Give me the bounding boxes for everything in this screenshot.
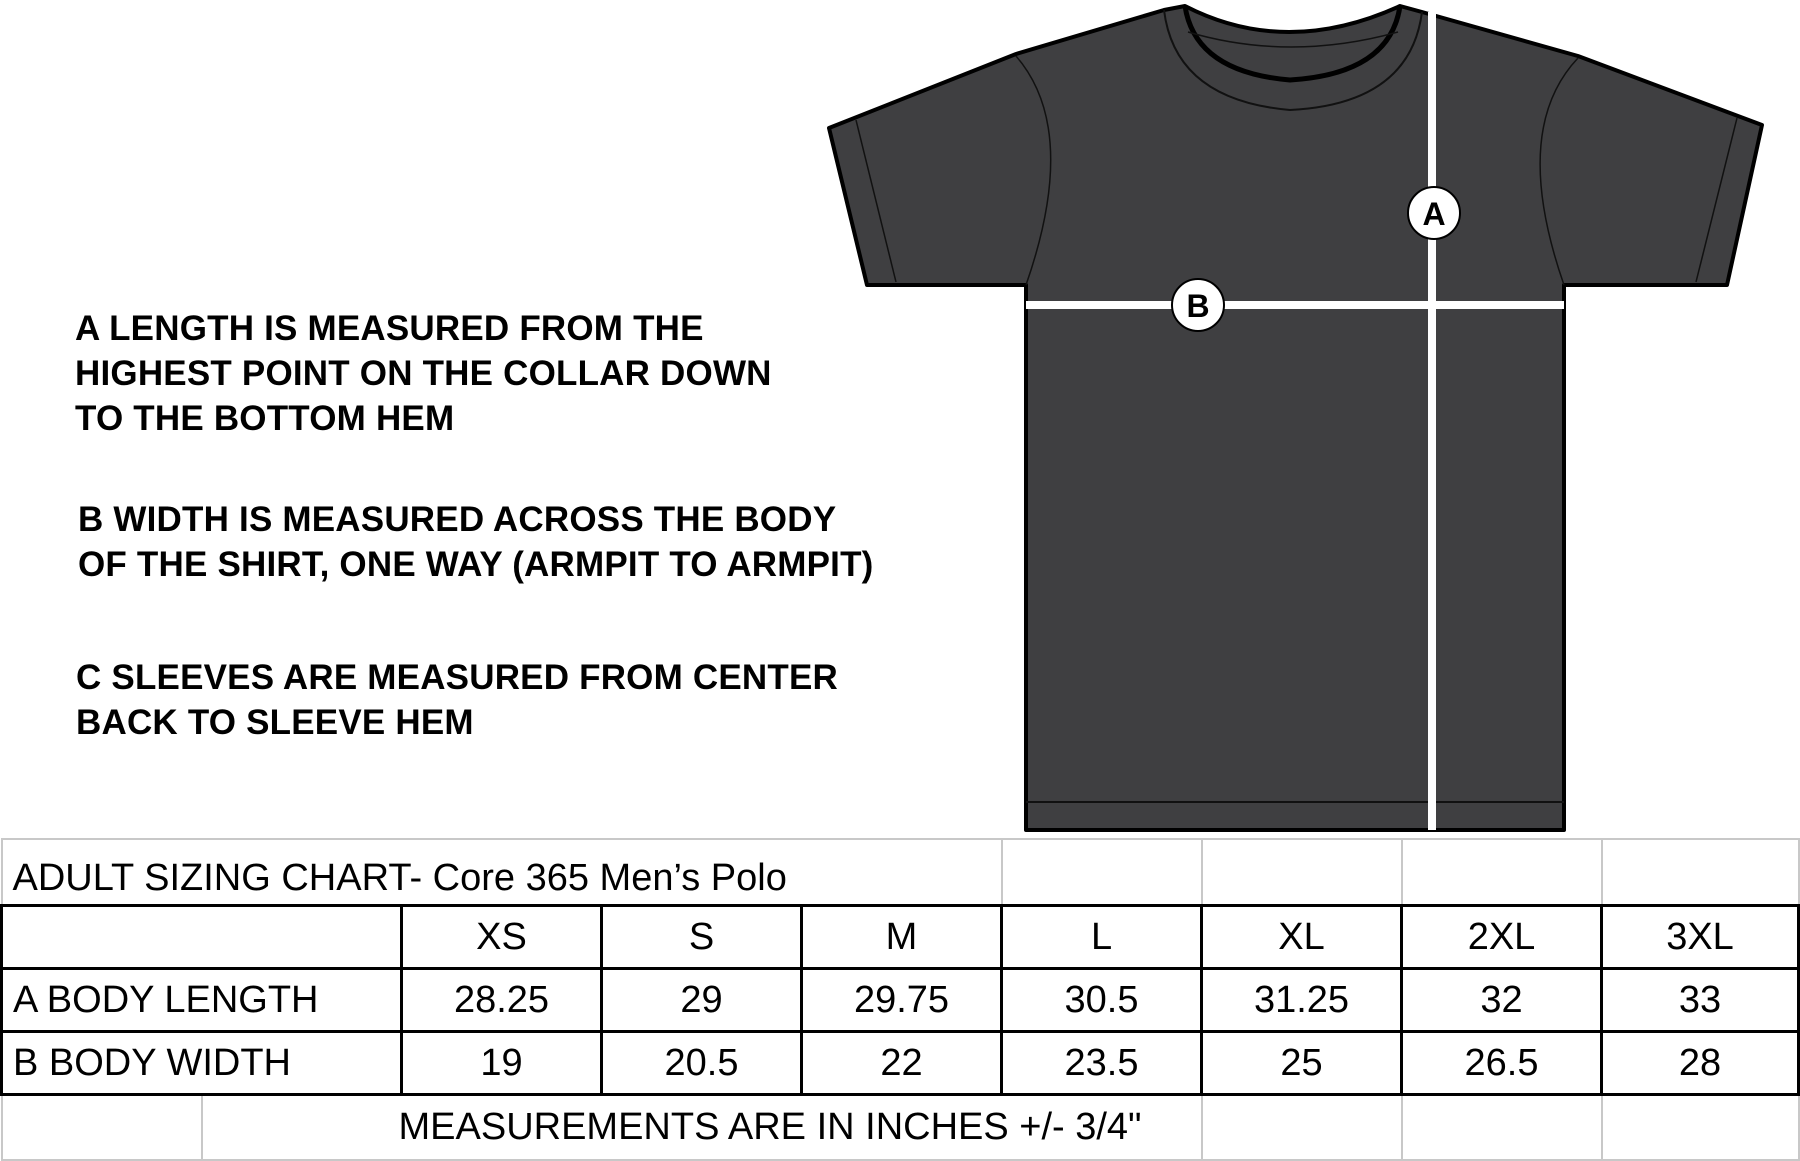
footnote-row bbox=[2, 1095, 1799, 1161]
empty-cell bbox=[1402, 1095, 1602, 1161]
measurement-cell: 29 bbox=[602, 969, 802, 1032]
sizing-chart-table bbox=[0, 838, 1800, 1161]
size-header: M bbox=[802, 906, 1002, 969]
measurement-cell: 28 bbox=[1602, 1032, 1799, 1095]
measurement-cell: 33 bbox=[1602, 969, 1799, 1032]
measurement-cell: 28.25 bbox=[402, 969, 602, 1032]
measurement-cell: 23.5 bbox=[1002, 1032, 1202, 1095]
size-header: 3XL bbox=[1602, 906, 1799, 969]
size-header: 2XL bbox=[1402, 906, 1602, 969]
note-length-line: HIGHEST POINT ON THE COLLAR DOWN bbox=[75, 354, 772, 393]
size-header: L bbox=[1002, 906, 1202, 969]
row-label: A BODY LENGTH bbox=[2, 969, 402, 1032]
note-width-line: OF THE SHIRT, ONE WAY (ARMPIT TO ARMPIT) bbox=[78, 545, 874, 584]
body-length-row bbox=[2, 969, 1799, 1032]
size-header: S bbox=[602, 906, 802, 969]
label-b-text: B bbox=[1186, 288, 1210, 324]
size-header: XS bbox=[402, 906, 602, 969]
body-width-row bbox=[2, 1032, 1799, 1095]
note-sleeves-line: BACK TO SLEEVE HEM bbox=[76, 703, 474, 742]
note-length-line: A LENGTH IS MEASURED FROM THE bbox=[75, 309, 704, 348]
measurement-cell: 26.5 bbox=[1402, 1032, 1602, 1095]
measurement-cell: 19 bbox=[402, 1032, 602, 1095]
measurement-cell: 31.25 bbox=[1202, 969, 1402, 1032]
footnote-text: MEASUREMENTS ARE IN INCHES +/- 3/4" bbox=[398, 1106, 1142, 1148]
sizing-chart-title: ADULT SIZING CHART- Core 365 Men’s Polo bbox=[2, 839, 1002, 906]
tshirt-shape bbox=[829, 6, 1762, 830]
note-length-line: TO THE BOTTOM HEM bbox=[75, 399, 455, 438]
empty-cell bbox=[1202, 1095, 1402, 1161]
sizing-chart-title-row bbox=[2, 839, 1799, 906]
row-label: B BODY WIDTH bbox=[2, 1032, 402, 1095]
empty-cell bbox=[1202, 839, 1402, 906]
size-header-row bbox=[2, 906, 1799, 969]
empty-cell bbox=[1602, 1095, 1799, 1161]
empty-cell bbox=[1402, 839, 1602, 906]
empty-cell bbox=[2, 1095, 202, 1161]
measurement-cell: 25 bbox=[1202, 1032, 1402, 1095]
measurement-cell: 22 bbox=[802, 1032, 1002, 1095]
header-corner-cell bbox=[2, 906, 402, 969]
label-a-text: A bbox=[1422, 196, 1446, 232]
measurement-cell: 30.5 bbox=[1002, 969, 1202, 1032]
measurement-footnote bbox=[202, 1095, 1202, 1161]
measurement-cell: 29.75 bbox=[802, 969, 1002, 1032]
measurement-cell: 32 bbox=[1402, 969, 1602, 1032]
measurement-cell: 20.5 bbox=[602, 1032, 802, 1095]
empty-cell bbox=[1602, 839, 1799, 906]
note-sleeves-line: C SLEEVES ARE MEASURED FROM CENTER bbox=[76, 658, 838, 697]
empty-cell bbox=[1002, 839, 1202, 906]
note-width-line: B WIDTH IS MEASURED ACROSS THE BODY bbox=[78, 500, 837, 539]
size-header: XL bbox=[1202, 906, 1402, 969]
